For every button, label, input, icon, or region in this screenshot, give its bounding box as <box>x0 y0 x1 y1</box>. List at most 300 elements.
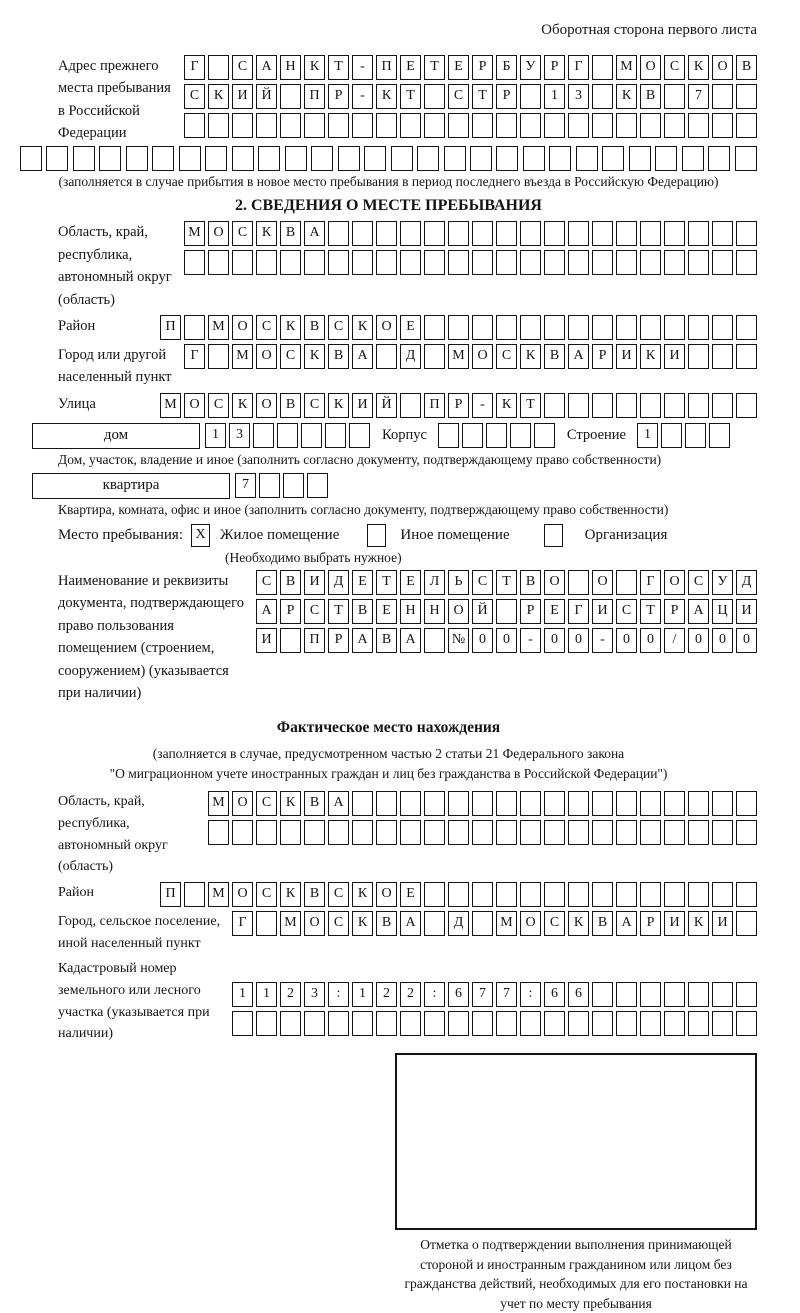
char-box: О <box>520 911 541 936</box>
char-box <box>688 820 709 845</box>
char-box <box>688 393 709 418</box>
char-box: - <box>472 393 493 418</box>
oblast-label: Область, край, республика, автономный округ (область) <box>58 224 172 308</box>
char-box <box>424 791 445 816</box>
char-box <box>688 315 709 340</box>
char-box <box>664 113 685 138</box>
fact-raion-label: Район <box>58 884 94 900</box>
char-box <box>688 1011 709 1036</box>
char-box: К <box>352 315 373 340</box>
char-box <box>448 1011 469 1036</box>
char-box <box>688 791 709 816</box>
char-box <box>520 250 541 275</box>
char-box-row <box>229 982 757 1007</box>
char-box: Р <box>496 84 517 109</box>
char-box: К <box>688 911 709 936</box>
char-box <box>256 250 277 275</box>
char-box <box>544 250 565 275</box>
char-box <box>736 250 757 275</box>
char-box <box>417 146 439 171</box>
stamp-caption: Отметка о подтверждении выполнения принимающей стороной и иностранным гражданином или лицом без гражданства действий, необходимых для его постановки на учет по месту пребывания <box>404 1237 748 1311</box>
char-box <box>616 393 637 418</box>
char-box: 1 <box>205 423 226 448</box>
char-box: В <box>328 344 349 369</box>
char-box-row <box>181 84 757 109</box>
char-box <box>534 423 555 448</box>
char-box <box>640 250 661 275</box>
char-box: Т <box>328 55 349 80</box>
char-box-row <box>181 250 757 275</box>
char-box: С <box>280 344 301 369</box>
char-box <box>304 1011 325 1036</box>
char-box: Е <box>400 315 421 340</box>
char-box-row <box>634 423 730 448</box>
char-box <box>736 982 757 1007</box>
char-box <box>544 315 565 340</box>
char-box <box>520 1011 541 1036</box>
char-box <box>400 113 421 138</box>
gorod-field <box>20 344 757 389</box>
char-box <box>328 221 349 246</box>
char-box: Д <box>448 911 469 936</box>
char-box <box>592 882 613 907</box>
char-box <box>688 344 709 369</box>
char-box <box>424 344 445 369</box>
char-box <box>259 473 280 498</box>
prev-address-boxes <box>181 55 757 138</box>
char-box <box>520 84 541 109</box>
char-box <box>179 146 201 171</box>
char-box: М <box>280 911 301 936</box>
char-box <box>277 423 298 448</box>
char-box <box>352 221 373 246</box>
char-box <box>376 344 397 369</box>
char-box: Н <box>400 599 421 624</box>
char-box: Т <box>640 599 661 624</box>
char-box: М <box>208 882 229 907</box>
char-box <box>712 344 733 369</box>
char-box <box>448 315 469 340</box>
char-box: К <box>256 221 277 246</box>
char-box <box>376 820 397 845</box>
fact-gorod-label: Город, сельское поселение, иной населенный пункт <box>58 913 221 951</box>
char-box <box>568 1011 589 1036</box>
char-box: С <box>232 221 253 246</box>
char-box: : <box>424 982 445 1007</box>
char-box <box>256 911 277 936</box>
oblast-field <box>20 221 757 311</box>
char-box <box>376 221 397 246</box>
char-box: С <box>304 393 325 418</box>
char-box <box>472 820 493 845</box>
char-box <box>568 250 589 275</box>
char-box <box>664 820 685 845</box>
char-box: Г <box>184 344 205 369</box>
char-box <box>712 882 733 907</box>
char-box <box>735 146 757 171</box>
doc-field <box>20 570 757 705</box>
char-box <box>712 982 733 1007</box>
ulitsa-field <box>20 393 757 418</box>
char-box: И <box>232 84 253 109</box>
char-box: Р <box>448 393 469 418</box>
char-box <box>424 84 445 109</box>
char-box: О <box>544 570 565 595</box>
char-box: Е <box>400 55 421 80</box>
char-box: М <box>208 791 229 816</box>
char-box: К <box>304 344 325 369</box>
fact-raion-field <box>20 882 757 907</box>
char-box <box>602 146 624 171</box>
char-box <box>472 113 493 138</box>
char-box <box>712 84 733 109</box>
char-box <box>496 146 518 171</box>
char-box-row <box>20 146 757 171</box>
char-box <box>520 882 541 907</box>
char-box: О <box>664 570 685 595</box>
char-box <box>328 1011 349 1036</box>
char-box: С <box>184 84 205 109</box>
dom-box-label: дом <box>32 423 200 449</box>
char-box <box>592 250 613 275</box>
char-box: 1 <box>544 84 565 109</box>
char-box-row <box>253 570 757 595</box>
char-box: М <box>208 315 229 340</box>
char-box <box>592 791 613 816</box>
char-box <box>664 84 685 109</box>
stamp-area <box>395 1053 757 1313</box>
char-box: К <box>688 55 709 80</box>
char-box: О <box>640 55 661 80</box>
char-box: 6 <box>568 982 589 1007</box>
char-box <box>616 221 637 246</box>
char-box: К <box>280 315 301 340</box>
char-box: 0 <box>640 628 661 653</box>
dom-row <box>32 423 757 449</box>
char-box <box>712 221 733 246</box>
char-box <box>640 221 661 246</box>
char-box: В <box>592 911 613 936</box>
char-box <box>400 250 421 275</box>
char-box <box>448 113 469 138</box>
org-checkbox <box>544 524 563 547</box>
char-box: Й <box>376 393 397 418</box>
char-box: Д <box>736 570 757 595</box>
char-box-row <box>157 882 757 907</box>
char-box: С <box>256 882 277 907</box>
char-box: К <box>352 882 373 907</box>
stamp-box <box>395 1053 757 1230</box>
char-box <box>712 820 733 845</box>
char-box <box>486 423 507 448</box>
char-box: И <box>616 344 637 369</box>
char-box <box>232 1011 253 1036</box>
char-box <box>496 1011 517 1036</box>
char-box <box>708 146 730 171</box>
char-box: К <box>496 393 517 418</box>
char-box <box>364 146 386 171</box>
char-box <box>685 423 706 448</box>
char-box <box>568 315 589 340</box>
char-box <box>629 146 651 171</box>
char-box <box>285 146 307 171</box>
char-box <box>256 113 277 138</box>
org-label: Организация <box>584 526 668 543</box>
char-box <box>208 113 229 138</box>
char-box: 0 <box>568 628 589 653</box>
char-box: М <box>232 344 253 369</box>
char-box <box>496 791 517 816</box>
char-box: В <box>640 84 661 109</box>
char-box <box>184 250 205 275</box>
char-box <box>544 113 565 138</box>
char-box: М <box>160 393 181 418</box>
char-box: 3 <box>568 84 589 109</box>
char-box <box>232 146 254 171</box>
char-box <box>73 146 95 171</box>
char-box: 7 <box>235 473 256 498</box>
char-box <box>712 113 733 138</box>
char-box: М <box>184 221 205 246</box>
char-box-row <box>229 1011 757 1036</box>
kvartira-row <box>32 473 757 499</box>
char-box <box>208 55 229 80</box>
char-box: А <box>568 344 589 369</box>
char-box: И <box>664 344 685 369</box>
char-box <box>640 982 661 1007</box>
char-box: 1 <box>256 982 277 1007</box>
char-box <box>184 315 205 340</box>
raion-field <box>20 315 757 340</box>
char-box-row <box>181 221 757 246</box>
dom-caption: Дом, участок, владение и иное (заполнить согласно документу, подтверждающему право собственности) <box>58 451 662 467</box>
char-box <box>304 820 325 845</box>
char-box: С <box>304 599 325 624</box>
char-box <box>349 423 370 448</box>
char-box: О <box>472 344 493 369</box>
char-box: В <box>280 221 301 246</box>
char-box: Р <box>640 911 661 936</box>
place-of-stay-label: Место пребывания: <box>58 526 183 543</box>
char-box: А <box>688 599 709 624</box>
char-box <box>496 820 517 845</box>
char-box: Е <box>400 882 421 907</box>
char-box <box>544 882 565 907</box>
char-box: Р <box>664 599 685 624</box>
char-box: Р <box>520 599 541 624</box>
char-box: Г <box>568 599 589 624</box>
char-box <box>338 146 360 171</box>
char-box <box>592 393 613 418</box>
char-box: К <box>280 882 301 907</box>
char-box: А <box>616 911 637 936</box>
char-box <box>736 84 757 109</box>
char-box: С <box>208 393 229 418</box>
char-box: О <box>232 882 253 907</box>
char-box <box>99 146 121 171</box>
char-box: О <box>256 393 277 418</box>
raion-label: Район <box>58 317 96 334</box>
char-box <box>280 250 301 275</box>
char-box <box>664 882 685 907</box>
char-box <box>520 820 541 845</box>
char-box: И <box>256 628 277 653</box>
char-box <box>376 113 397 138</box>
char-box: Е <box>400 570 421 595</box>
char-box: 2 <box>280 982 301 1007</box>
char-box: Т <box>376 570 397 595</box>
place-of-stay-row <box>20 524 757 547</box>
char-box <box>568 820 589 845</box>
char-box: 0 <box>736 628 757 653</box>
char-box <box>640 113 661 138</box>
char-box <box>400 820 421 845</box>
char-box <box>616 570 637 595</box>
char-box <box>472 911 493 936</box>
char-box <box>184 882 205 907</box>
char-box: И <box>736 599 757 624</box>
char-box <box>472 250 493 275</box>
char-box-row <box>181 113 757 138</box>
ulitsa-label: Улица <box>58 395 96 412</box>
char-box <box>592 113 613 138</box>
char-box: О <box>592 570 613 595</box>
char-box: Е <box>376 599 397 624</box>
char-box <box>736 393 757 418</box>
char-box-row <box>205 791 757 816</box>
char-box <box>709 423 730 448</box>
char-box: - <box>592 628 613 653</box>
char-box: О <box>448 599 469 624</box>
char-box: И <box>304 570 325 595</box>
char-box <box>424 221 445 246</box>
char-box-row <box>229 911 757 936</box>
char-box <box>391 146 413 171</box>
char-box: К <box>376 84 397 109</box>
char-box: П <box>424 393 445 418</box>
char-box: В <box>544 344 565 369</box>
char-box <box>472 315 493 340</box>
char-box <box>616 982 637 1007</box>
char-box: А <box>328 791 349 816</box>
section2-title: 2. СВЕДЕНИЯ О МЕСТЕ ПРЕБЫВАНИЯ <box>235 197 542 215</box>
char-box <box>616 1011 637 1036</box>
char-box: - <box>520 628 541 653</box>
char-box <box>376 791 397 816</box>
char-box: А <box>400 911 421 936</box>
char-box <box>592 84 613 109</box>
char-box <box>376 250 397 275</box>
char-box: Ь <box>448 570 469 595</box>
char-box: Р <box>472 55 493 80</box>
char-box-row <box>157 315 757 340</box>
char-box: Г <box>232 911 253 936</box>
char-box <box>640 882 661 907</box>
char-box <box>448 820 469 845</box>
char-box <box>544 820 565 845</box>
char-box <box>258 146 280 171</box>
char-box: П <box>376 55 397 80</box>
char-box: 3 <box>229 423 250 448</box>
char-box <box>664 1011 685 1036</box>
char-box <box>640 315 661 340</box>
char-box <box>307 473 328 498</box>
char-box <box>424 911 445 936</box>
char-box: И <box>352 393 373 418</box>
char-box <box>510 423 531 448</box>
char-box <box>592 820 613 845</box>
kadastr-boxes <box>229 958 757 1036</box>
char-box <box>616 882 637 907</box>
char-box <box>325 423 346 448</box>
char-box <box>424 628 445 653</box>
char-box: О <box>712 55 733 80</box>
char-box <box>400 1011 421 1036</box>
char-box: П <box>304 628 325 653</box>
char-box <box>520 221 541 246</box>
char-box: 0 <box>544 628 565 653</box>
char-box <box>256 1011 277 1036</box>
char-box <box>712 315 733 340</box>
char-box <box>472 791 493 816</box>
char-box <box>20 146 42 171</box>
char-box: С <box>688 570 709 595</box>
fact-note-1: (заполняется в случае, предусмотренном частью 2 статьи 21 Федерального закона <box>152 745 625 761</box>
char-box <box>444 146 466 171</box>
char-box: 7 <box>472 982 493 1007</box>
char-box-row <box>253 599 757 624</box>
char-box <box>544 221 565 246</box>
char-box: К <box>568 911 589 936</box>
char-box <box>712 393 733 418</box>
char-box <box>664 791 685 816</box>
char-box: 6 <box>544 982 565 1007</box>
char-box: К <box>232 393 253 418</box>
char-box <box>736 221 757 246</box>
char-box: Н <box>424 599 445 624</box>
char-box: О <box>232 791 253 816</box>
char-box: В <box>280 393 301 418</box>
char-box <box>496 250 517 275</box>
char-box: С <box>256 315 277 340</box>
char-box <box>424 113 445 138</box>
kvartira-caption: Квартира, комната, офис и иное (заполнить согласно документу, подтверждающему право собственности) <box>58 501 669 517</box>
char-box <box>205 146 227 171</box>
char-box <box>400 791 421 816</box>
char-box: О <box>232 315 253 340</box>
char-box <box>664 221 685 246</box>
fact-note-2: "О миграционном учете иностранных граждан и лиц без гражданства в Российской Федерации") <box>109 765 668 781</box>
char-box <box>688 113 709 138</box>
char-box: В <box>280 570 301 595</box>
gorod-label: Город или другой населенный пункт <box>58 346 172 386</box>
char-box <box>682 146 704 171</box>
char-box: 0 <box>472 628 493 653</box>
char-box: В <box>520 570 541 595</box>
char-box <box>688 221 709 246</box>
char-box <box>544 393 565 418</box>
char-box: С <box>256 791 277 816</box>
char-box <box>438 423 459 448</box>
char-box <box>470 146 492 171</box>
char-box: О <box>376 315 397 340</box>
inoe-checkbox <box>367 524 386 547</box>
char-box <box>376 1011 397 1036</box>
char-box: К <box>328 393 349 418</box>
char-box <box>640 1011 661 1036</box>
char-box <box>640 393 661 418</box>
char-box-row <box>157 393 757 418</box>
